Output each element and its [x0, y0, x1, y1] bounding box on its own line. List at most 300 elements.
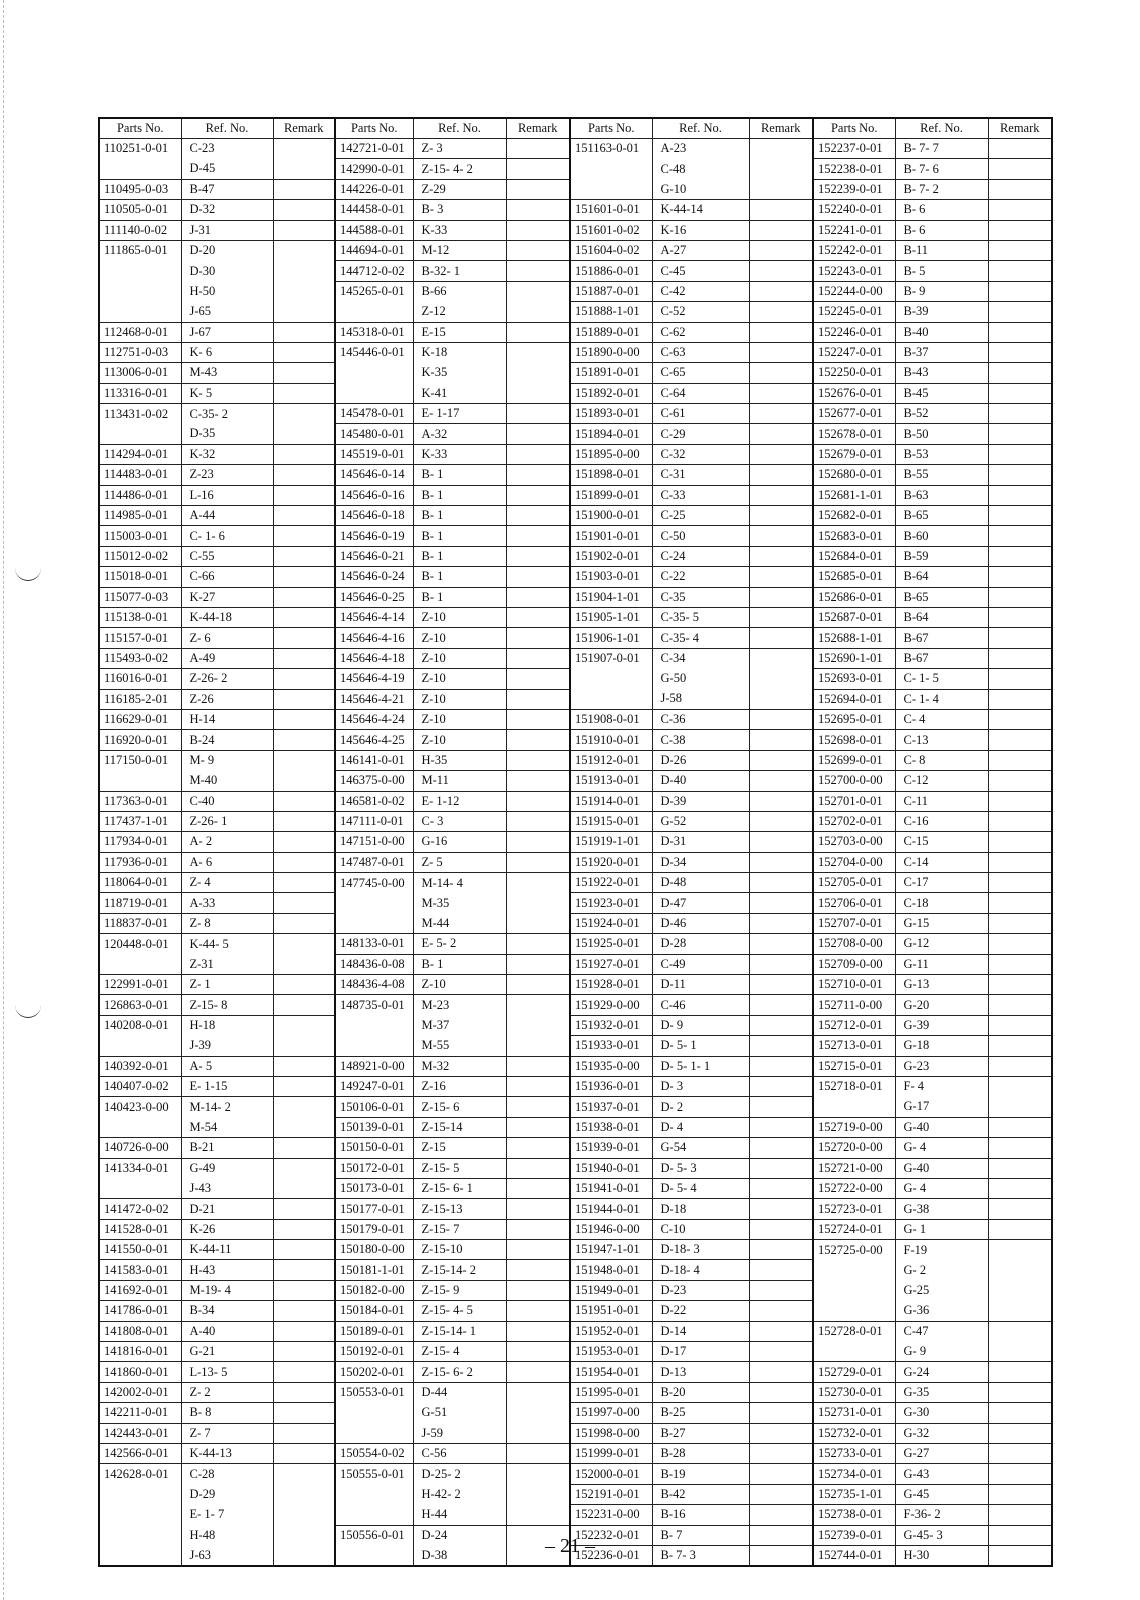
- remark-cell: [988, 791, 1052, 811]
- table-row: [99, 771, 1052, 791]
- remark-cell: [273, 139, 335, 159]
- remark-cell: [506, 322, 570, 342]
- ref-no-cell: D-29: [181, 1484, 273, 1504]
- ref-no-cell: G-45: [895, 1484, 988, 1504]
- remark-cell: [749, 893, 813, 913]
- parts-no-cell: 151923-0-01: [570, 893, 652, 913]
- ref-no-cell: Z- 7: [181, 1423, 273, 1443]
- parts-no-cell: 152677-0-01: [813, 404, 895, 424]
- parts-no-cell: 152694-0-01: [813, 689, 895, 709]
- ref-no-cell: C-42: [652, 281, 749, 301]
- ref-no-cell: D-20: [181, 240, 273, 260]
- remark-cell: [506, 1444, 570, 1464]
- parts-no-cell: 151953-0-01: [570, 1342, 652, 1362]
- ref-no-cell: E- 1-17: [413, 404, 506, 424]
- ref-no-cell: Z-10: [413, 648, 506, 668]
- table-row: [99, 404, 1052, 424]
- ref-no-cell: Z-26- 2: [181, 669, 273, 689]
- table-row: [99, 363, 1052, 383]
- parts-no-cell: 118719-0-01: [99, 893, 181, 913]
- ref-no-cell: B-60: [895, 526, 988, 546]
- parts-no-cell: 150172-0-01: [335, 1158, 413, 1178]
- ref-no-cell: D- 5- 1- 1: [652, 1056, 749, 1076]
- remark-cell: [506, 1342, 570, 1362]
- header-parts-no: Parts No.: [335, 118, 413, 139]
- remark-cell: [506, 424, 570, 444]
- table-row: [99, 1138, 1052, 1158]
- remark-cell: [506, 179, 570, 199]
- remark-cell: [506, 1382, 570, 1402]
- parts-no-cell: 145646-0-14: [335, 465, 413, 485]
- remark-cell: [273, 1280, 335, 1300]
- remark-cell: [749, 302, 813, 322]
- remark-cell: [506, 648, 570, 668]
- ref-no-cell: B- 9: [895, 281, 988, 301]
- ref-no-cell: B-21: [181, 1138, 273, 1158]
- remark-cell: [988, 669, 1052, 689]
- remark-cell: [988, 200, 1052, 220]
- ref-no-cell: D-18: [652, 1199, 749, 1219]
- ref-no-cell: D-35: [181, 424, 273, 444]
- remark-cell: [506, 811, 570, 831]
- header-ref-no: Ref. No.: [413, 118, 506, 139]
- ref-no-cell: C-31: [652, 465, 749, 485]
- ref-no-cell: B-37: [895, 342, 988, 362]
- remark-cell: [506, 485, 570, 505]
- remark-cell: [506, 1240, 570, 1260]
- remark-cell: [988, 873, 1052, 893]
- parts-no-cell: 145646-0-21: [335, 546, 413, 566]
- ref-no-cell: G- 1: [895, 1219, 988, 1239]
- table-row: [99, 1158, 1052, 1178]
- ref-no-cell: C-22: [652, 567, 749, 587]
- ref-no-cell: Z-15-14: [413, 1117, 506, 1137]
- remark-cell: [506, 342, 570, 362]
- remark-cell: [988, 1158, 1052, 1178]
- parts-no-cell: 152738-0-01: [813, 1505, 895, 1525]
- ref-no-cell: D-11: [652, 975, 749, 995]
- remark-cell: [988, 730, 1052, 750]
- ref-no-cell: J-65: [181, 302, 273, 322]
- parts-no-cell: 151915-0-01: [570, 811, 652, 831]
- remark-cell: [749, 1464, 813, 1484]
- ref-no-cell: D-30: [181, 261, 273, 281]
- remark-cell: [988, 709, 1052, 729]
- parts-no-cell: 151995-0-01: [570, 1382, 652, 1402]
- parts-no-cell: 115018-0-01: [99, 567, 181, 587]
- ref-no-cell: G-50: [652, 669, 749, 689]
- remark-cell: [506, 1464, 570, 1484]
- ref-no-cell: Z-29: [413, 179, 506, 199]
- remark-cell: [749, 913, 813, 933]
- parts-no-cell: 151902-0-01: [570, 546, 652, 566]
- remark-cell: [749, 1178, 813, 1198]
- remark-cell: [506, 1178, 570, 1198]
- remark-cell: [988, 220, 1052, 240]
- remark-cell: [506, 607, 570, 627]
- remark-cell: [988, 1362, 1052, 1382]
- remark-cell: [988, 1505, 1052, 1525]
- ref-no-cell: J-63: [181, 1545, 273, 1566]
- remark-cell: [273, 179, 335, 199]
- parts-no-cell: 112751-0-03: [99, 342, 181, 362]
- remark-cell: [506, 1117, 570, 1137]
- parts-no-cell: 152703-0-00: [813, 832, 895, 852]
- remark-cell: [988, 771, 1052, 791]
- remark-cell: [988, 1138, 1052, 1158]
- remark-cell: [749, 873, 813, 893]
- parts-no-cell: 151935-0-00: [570, 1056, 652, 1076]
- ref-no-cell: C-35: [652, 587, 749, 607]
- ref-no-cell: D-21: [181, 1199, 273, 1219]
- ref-no-cell: D- 5- 3: [652, 1158, 749, 1178]
- parts-no-cell: 152000-0-01: [570, 1464, 652, 1484]
- ref-no-cell: C-56: [413, 1444, 506, 1464]
- remark-cell: [988, 179, 1052, 199]
- table-row: [99, 1260, 1052, 1280]
- ref-no-cell: C- 4: [895, 709, 988, 729]
- remark-cell: [273, 1403, 335, 1423]
- table-row: [99, 730, 1052, 750]
- parts-no-cell: 150177-0-01: [335, 1199, 413, 1219]
- ref-no-cell: L-13- 5: [181, 1362, 273, 1382]
- remark-cell: [988, 1321, 1052, 1341]
- ref-no-cell: D-47: [652, 893, 749, 913]
- parts-no-cell: 152730-0-01: [813, 1382, 895, 1402]
- ref-no-cell: B-59: [895, 546, 988, 566]
- parts-no-cell: 152698-0-01: [813, 730, 895, 750]
- remark-cell: [749, 852, 813, 872]
- ref-no-cell: G-40: [895, 1158, 988, 1178]
- ref-no-cell: D-25- 2: [413, 1464, 506, 1484]
- remark-cell: [273, 607, 335, 627]
- header-parts-no: Parts No.: [99, 118, 181, 139]
- remark-cell: [988, 1301, 1052, 1321]
- remark-cell: [273, 689, 335, 709]
- parts-no-cell: [99, 159, 181, 179]
- remark-cell: [749, 811, 813, 831]
- ref-no-cell: M- 9: [181, 750, 273, 770]
- table-row: [99, 567, 1052, 587]
- parts-no-cell: 152690-1-01: [813, 648, 895, 668]
- ref-no-cell: C-45: [652, 261, 749, 281]
- parts-no-cell: 152247-0-01: [813, 342, 895, 362]
- parts-no-cell: 147487-0-01: [335, 852, 413, 872]
- remark-cell: [506, 669, 570, 689]
- ref-no-cell: Z-10: [413, 689, 506, 709]
- parts-no-cell: 151940-0-01: [570, 1158, 652, 1178]
- page-number: – 21 –: [545, 1535, 595, 1557]
- ref-no-cell: Z-23: [181, 465, 273, 485]
- parts-no-cell: 150555-0-01: [335, 1464, 413, 1484]
- remark-cell: [273, 995, 335, 1015]
- remark-cell: [273, 404, 335, 424]
- parts-no-cell: 142211-0-01: [99, 1403, 181, 1423]
- parts-no-cell: 150139-0-01: [335, 1117, 413, 1137]
- parts-no-cell: 152239-0-01: [813, 179, 895, 199]
- parts-no-cell: 151937-0-01: [570, 1097, 652, 1117]
- parts-no-cell: [570, 179, 652, 199]
- parts-no-cell: 151913-0-01: [570, 771, 652, 791]
- remark-cell: [273, 159, 335, 179]
- remark-cell: [749, 444, 813, 464]
- ref-no-cell: G-30: [895, 1403, 988, 1423]
- parts-no-cell: 145646-4-25: [335, 730, 413, 750]
- parts-no-cell: 141472-0-02: [99, 1199, 181, 1219]
- parts-no-cell: 152725-0-00: [813, 1240, 895, 1260]
- ref-no-cell: G-16: [413, 832, 506, 852]
- ref-no-cell: B-20: [652, 1382, 749, 1402]
- remark-cell: [506, 730, 570, 750]
- parts-no-cell: 151936-0-01: [570, 1076, 652, 1096]
- parts-no-cell: 148735-0-01: [335, 995, 413, 1015]
- ref-no-cell: Z-15- 7: [413, 1219, 506, 1239]
- parts-no-cell: 145480-0-01: [335, 424, 413, 444]
- table-row: [99, 1301, 1052, 1321]
- remark-cell: [506, 771, 570, 791]
- remark-cell: [749, 1056, 813, 1076]
- remark-cell: [506, 261, 570, 281]
- parts-no-cell: 120448-0-01: [99, 934, 181, 954]
- parts-no-cell: 115157-0-01: [99, 628, 181, 648]
- remark-cell: [749, 1280, 813, 1300]
- parts-no-cell: 111865-0-01: [99, 240, 181, 260]
- parts-no-cell: 116629-0-01: [99, 709, 181, 729]
- parts-no-cell: 152729-0-01: [813, 1362, 895, 1382]
- table-row: [99, 322, 1052, 342]
- remark-cell: [749, 281, 813, 301]
- parts-no-cell: 152685-0-01: [813, 567, 895, 587]
- table-row: [99, 1403, 1052, 1423]
- ref-no-cell: E- 1-15: [181, 1076, 273, 1096]
- parts-no-cell: 151998-0-00: [570, 1423, 652, 1443]
- parts-no-cell: 150179-0-01: [335, 1219, 413, 1239]
- remark-cell: [506, 200, 570, 220]
- table-row: [99, 1015, 1052, 1035]
- parts-no-cell: 151908-0-01: [570, 709, 652, 729]
- table-row: [99, 526, 1052, 546]
- parts-no-cell: 152718-0-01: [813, 1076, 895, 1096]
- parts-no-cell: 151887-0-01: [570, 281, 652, 301]
- ref-no-cell: H-35: [413, 750, 506, 770]
- ref-no-cell: K-32: [181, 444, 273, 464]
- remark-cell: [988, 1280, 1052, 1300]
- remark-cell: [988, 913, 1052, 933]
- remark-cell: [749, 485, 813, 505]
- parts-no-cell: 150192-0-01: [335, 1342, 413, 1362]
- parts-no-cell: 152676-0-01: [813, 383, 895, 403]
- ref-no-cell: M-19- 4: [181, 1280, 273, 1300]
- remark-cell: [273, 648, 335, 668]
- parts-no-cell: 152721-0-00: [813, 1158, 895, 1178]
- remark-cell: [749, 1138, 813, 1158]
- ref-no-cell: C- 3: [413, 811, 506, 831]
- remark-cell: [988, 322, 1052, 342]
- parts-no-cell: 145446-0-01: [335, 342, 413, 362]
- ref-no-cell: M-54: [181, 1117, 273, 1137]
- parts-no-cell: 141550-0-01: [99, 1240, 181, 1260]
- parts-no-cell: 152731-0-01: [813, 1403, 895, 1423]
- parts-no-cell: 140407-0-02: [99, 1076, 181, 1096]
- remark-cell: [273, 852, 335, 872]
- parts-no-cell: 140726-0-00: [99, 1138, 181, 1158]
- parts-no-cell: 152237-0-01: [813, 139, 895, 159]
- remark-cell: [273, 832, 335, 852]
- page-edge-guide: [3, 0, 4, 1600]
- parts-no-cell: 152684-0-01: [813, 546, 895, 566]
- ref-no-cell: M-23: [413, 995, 506, 1015]
- remark-cell: [273, 281, 335, 301]
- remark-cell: [988, 852, 1052, 872]
- parts-no-cell: 151951-0-01: [570, 1301, 652, 1321]
- ref-no-cell: H-48: [181, 1525, 273, 1545]
- ref-no-cell: B-24: [181, 730, 273, 750]
- remark-cell: [749, 832, 813, 852]
- remark-cell: [273, 1444, 335, 1464]
- parts-no-cell: 151894-0-01: [570, 424, 652, 444]
- parts-no-cell: 151900-0-01: [570, 506, 652, 526]
- parts-no-cell: [813, 1280, 895, 1300]
- ref-no-cell: B- 7- 2: [895, 179, 988, 199]
- ref-no-cell: Z- 4: [181, 873, 273, 893]
- parts-no-cell: 145646-4-21: [335, 689, 413, 709]
- parts-no-cell: [813, 1342, 895, 1362]
- header-ref-no: Ref. No.: [895, 118, 988, 139]
- table-row: [99, 893, 1052, 913]
- parts-no-cell: 144712-0-02: [335, 261, 413, 281]
- remark-cell: [749, 465, 813, 485]
- remark-cell: [988, 1382, 1052, 1402]
- parts-no-cell: 140208-0-01: [99, 1015, 181, 1035]
- parts-no-cell: 151997-0-00: [570, 1403, 652, 1423]
- ref-no-cell: H-18: [181, 1015, 273, 1035]
- parts-no-cell: 152723-0-01: [813, 1199, 895, 1219]
- ref-no-cell: B- 7: [652, 1525, 749, 1545]
- ref-no-cell: C-64: [652, 383, 749, 403]
- remark-cell: [273, 1484, 335, 1504]
- remark-cell: [273, 1342, 335, 1362]
- ref-no-cell: B-67: [895, 628, 988, 648]
- remark-cell: [988, 281, 1052, 301]
- remark-cell: [273, 730, 335, 750]
- ref-no-cell: C-66: [181, 567, 273, 587]
- parts-no-cell: 147111-0-01: [335, 811, 413, 831]
- remark-cell: [273, 526, 335, 546]
- table-row: [99, 934, 1052, 954]
- ref-no-cell: C-38: [652, 730, 749, 750]
- remark-cell: [988, 1036, 1052, 1056]
- parts-no-cell: 115003-0-01: [99, 526, 181, 546]
- remark-cell: [749, 1484, 813, 1504]
- parts-no-cell: [813, 1301, 895, 1321]
- ref-no-cell: G-13: [895, 975, 988, 995]
- parts-no-cell: 150184-0-01: [335, 1301, 413, 1321]
- parts-no-cell: 146375-0-00: [335, 771, 413, 791]
- ref-no-cell: G-39: [895, 1015, 988, 1035]
- remark-cell: [273, 771, 335, 791]
- ref-no-cell: K-44- 5: [181, 934, 273, 954]
- ref-no-cell: G-35: [895, 1382, 988, 1402]
- parts-no-cell: 113006-0-01: [99, 363, 181, 383]
- parts-no-cell: 151907-0-01: [570, 648, 652, 668]
- parts-no-cell: 150173-0-01: [335, 1178, 413, 1198]
- remark-cell: [506, 1199, 570, 1219]
- parts-no-cell: 152238-0-01: [813, 159, 895, 179]
- parts-no-cell: 140423-0-00: [99, 1097, 181, 1117]
- ref-no-cell: B-55: [895, 465, 988, 485]
- ref-no-cell: C-14: [895, 852, 988, 872]
- ref-no-cell: D-38: [413, 1545, 506, 1566]
- remark-cell: [506, 281, 570, 301]
- parts-no-cell: 116920-0-01: [99, 730, 181, 750]
- ref-no-cell: B-16: [652, 1505, 749, 1525]
- ref-no-cell: G-27: [895, 1444, 988, 1464]
- parts-no-cell: 152709-0-00: [813, 954, 895, 974]
- ref-no-cell: G-23: [895, 1056, 988, 1076]
- parts-no-cell: 151891-0-01: [570, 363, 652, 383]
- parts-no-cell: [335, 1505, 413, 1525]
- parts-no-cell: 145478-0-01: [335, 404, 413, 424]
- parts-no-cell: 151914-0-01: [570, 791, 652, 811]
- remark-cell: [506, 689, 570, 709]
- remark-cell: [749, 1036, 813, 1056]
- remark-cell: [273, 444, 335, 464]
- remark-cell: [273, 709, 335, 729]
- ref-no-cell: C- 1- 4: [895, 689, 988, 709]
- ref-no-cell: Z-10: [413, 730, 506, 750]
- ref-no-cell: H-42- 2: [413, 1484, 506, 1504]
- ref-no-cell: C-50: [652, 526, 749, 546]
- parts-no-cell: 145646-0-19: [335, 526, 413, 546]
- remark-cell: [749, 1403, 813, 1423]
- parts-no-cell: 151889-0-01: [570, 322, 652, 342]
- parts-reference-table: [98, 117, 1053, 1567]
- parts-no-cell: [99, 261, 181, 281]
- remark-cell: [506, 1076, 570, 1096]
- parts-no-cell: [570, 669, 652, 689]
- parts-no-cell: 115493-0-02: [99, 648, 181, 668]
- ref-no-cell: Z-10: [413, 669, 506, 689]
- parts-no-cell: 151924-0-01: [570, 913, 652, 933]
- parts-no-cell: 145265-0-01: [335, 281, 413, 301]
- table-row: [99, 648, 1052, 668]
- ref-no-cell: C-47: [895, 1321, 988, 1341]
- parts-no-cell: 151938-0-01: [570, 1117, 652, 1137]
- parts-no-cell: 141583-0-01: [99, 1260, 181, 1280]
- parts-no-cell: 152719-0-00: [813, 1117, 895, 1137]
- ref-no-cell: G- 9: [895, 1342, 988, 1362]
- ref-no-cell: D-40: [652, 771, 749, 791]
- ref-no-cell: A- 5: [181, 1056, 273, 1076]
- ref-no-cell: G-11: [895, 954, 988, 974]
- ref-no-cell: C-18: [895, 893, 988, 913]
- remark-cell: [749, 322, 813, 342]
- parts-no-cell: 151999-0-01: [570, 1444, 652, 1464]
- parts-no-cell: [335, 913, 413, 933]
- ref-no-cell: B-65: [895, 587, 988, 607]
- parts-no-cell: 152700-0-00: [813, 771, 895, 791]
- ref-no-cell: C-34: [652, 648, 749, 668]
- parts-no-cell: 141528-0-01: [99, 1219, 181, 1239]
- ref-no-cell: Z-26- 1: [181, 811, 273, 831]
- parts-no-cell: [99, 281, 181, 301]
- parts-no-cell: 151898-0-01: [570, 465, 652, 485]
- parts-no-cell: 142566-0-01: [99, 1444, 181, 1464]
- remark-cell: [749, 791, 813, 811]
- ref-no-cell: K-27: [181, 587, 273, 607]
- parts-no-cell: 152711-0-00: [813, 995, 895, 1015]
- ref-no-cell: Z-10: [413, 628, 506, 648]
